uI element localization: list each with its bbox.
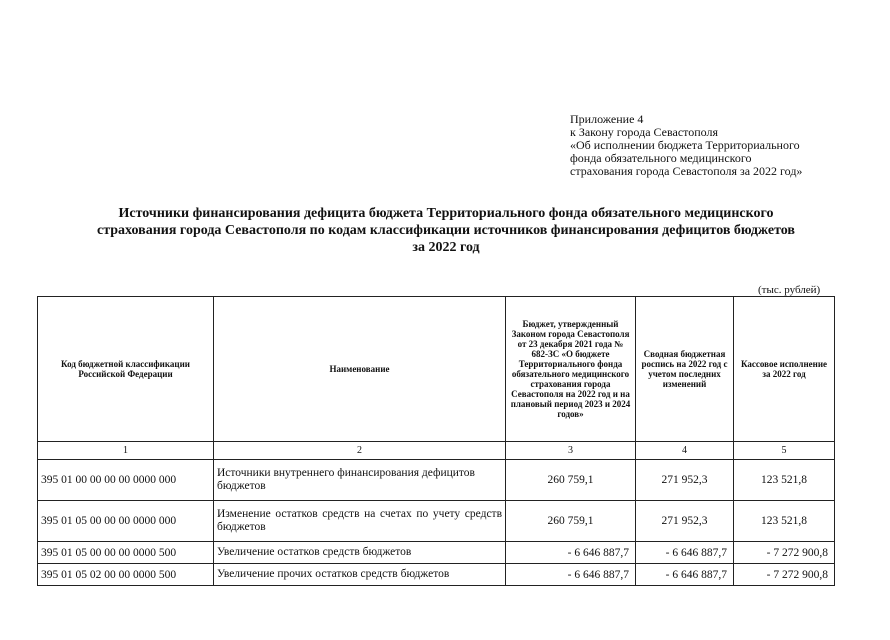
column-number: 4 — [636, 442, 734, 460]
column-number: 2 — [214, 442, 506, 460]
row-name: Изменение остатков средств на счетах по учету средств бюджетов — [214, 501, 506, 542]
header-name: Наименование — [214, 297, 506, 442]
table-row — [38, 501, 835, 542]
header-code: Код бюджетной классификации Российской Федерации — [38, 297, 214, 442]
row-budget: 260 759,1 — [506, 501, 636, 542]
table-header-row — [38, 297, 835, 442]
appendix-line: к Закону города Севастополя — [570, 125, 719, 139]
row-summary: - 6 646 887,7 — [636, 564, 734, 586]
units-label: (тыс. рублей) — [758, 284, 821, 296]
row-cash: 123 521,8 — [734, 501, 835, 542]
appendix-line: Приложение 4 — [570, 112, 644, 126]
column-number-row — [38, 442, 835, 460]
row-cash: - 7 272 900,8 — [734, 542, 835, 564]
row-budget: 260 759,1 — [506, 460, 636, 501]
row-code: 395 01 05 00 00 00 0000 000 — [38, 501, 214, 542]
row-summary: - 6 646 887,7 — [636, 542, 734, 564]
document-title — [40, 205, 852, 256]
row-summary: 271 952,3 — [636, 460, 734, 501]
column-number: 5 — [734, 442, 835, 460]
row-budget: - 6 646 887,7 — [506, 542, 636, 564]
title-line: Источники финансирования дефицита бюджета Территориального фонда обязательного медицинского — [118, 206, 774, 221]
row-code: 395 01 05 02 00 00 0000 500 — [38, 564, 214, 586]
table-row — [38, 564, 835, 586]
title-line: за 2022 год — [412, 240, 480, 255]
financing-sources-table — [37, 296, 835, 586]
header-budget: Бюджет, утвержденный Законом города Севастополя от 23 декабря 2021 года № 682-ЗС «О бюджете Территориального фонда обязательного медицинского страхования города Севастополя на 2022 год и на плановый период 2023 и 2024 годов» — [506, 297, 636, 442]
appendix-line: «Об исполнении бюджета Территориального — [570, 138, 800, 152]
column-number: 1 — [38, 442, 214, 460]
row-code: 395 01 05 00 00 00 0000 500 — [38, 542, 214, 564]
row-cash: 123 521,8 — [734, 460, 835, 501]
row-name: Увеличение прочих остатков средств бюджетов — [214, 564, 506, 586]
row-code: 395 01 00 00 00 00 0000 000 — [38, 460, 214, 501]
table-row — [38, 460, 835, 501]
column-number: 3 — [506, 442, 636, 460]
appendix-line: фонда обязательного медицинского — [570, 151, 752, 165]
row-cash: - 7 272 900,8 — [734, 564, 835, 586]
appendix-note — [570, 113, 802, 178]
appendix-line: страхования города Севастополя за 2022 год» — [570, 164, 803, 178]
header-cash: Кассовое исполнение за 2022 год — [734, 297, 835, 442]
table-row — [38, 542, 835, 564]
header-summary: Сводная бюджетная роспись на 2022 год с учетом последних изменений — [636, 297, 734, 442]
row-name: Увеличение остатков средств бюджетов — [214, 542, 506, 564]
row-name: Источники внутреннего финансирования дефицитов бюджетов — [214, 460, 506, 501]
row-budget: - 6 646 887,7 — [506, 564, 636, 586]
row-summary: 271 952,3 — [636, 501, 734, 542]
title-line: страхования города Севастополя по кодам классификации источников финансирования дефицитов бюджетов — [97, 223, 795, 238]
